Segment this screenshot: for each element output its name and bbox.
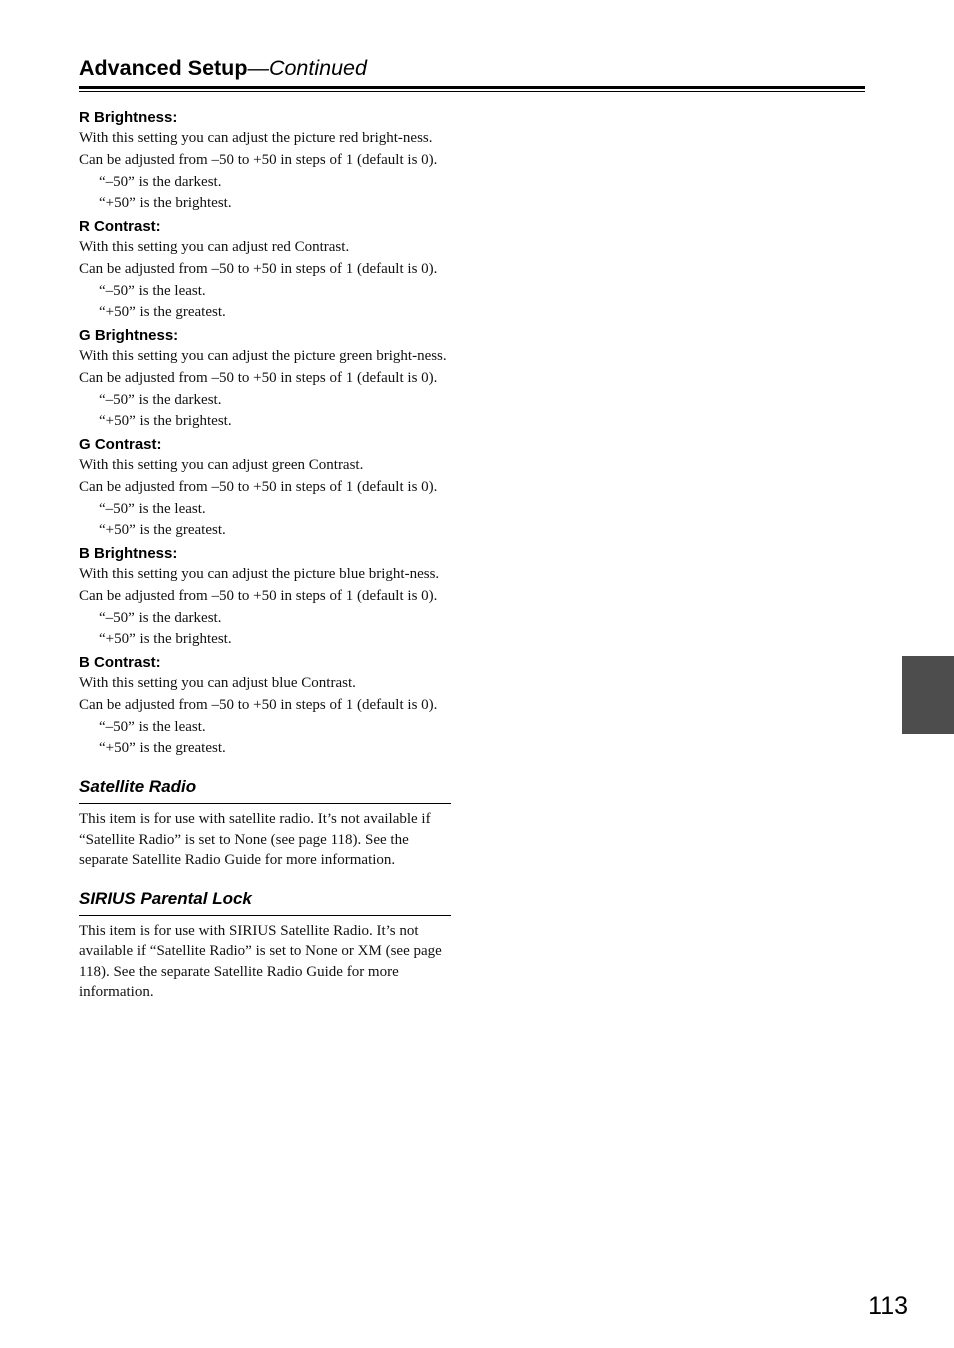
setting-range: Can be adjusted from –50 to +50 in steps of 1 (default is 0). [79,152,438,168]
setting-b-contrast [79,653,451,759]
setting-min-note: “–50” is the darkest. [99,610,222,626]
setting-g-contrast [79,435,451,541]
setting-title: B Contrast: [79,654,161,671]
setting-description: With this setting you can adjust green Contrast. [79,457,364,473]
setting-title: R Brightness: [79,109,178,126]
setting-min-note: “–50” is the least. [99,719,206,735]
setting-max-note: “+50” is the greatest. [99,740,226,756]
section-title: Satellite Radio [79,776,451,804]
section-sirius-parental-lock [79,888,451,1003]
setting-title: R Contrast: [79,218,161,235]
page-number: 113 [868,1292,908,1320]
setting-max-note: “+50” is the brightest. [99,631,232,647]
section-title: SIRIUS Parental Lock [79,888,451,916]
setting-range: Can be adjusted from –50 to +50 in steps of 1 (default is 0). [79,261,438,277]
content-column [79,108,451,1003]
setting-title: G Brightness: [79,327,179,344]
setting-r-contrast [79,217,451,323]
header-rule-thin [79,91,865,92]
side-thumb-tab [902,656,954,734]
setting-description: With this setting you can adjust the picture green bright-ness. [79,348,447,364]
setting-min-note: “–50” is the least. [99,501,206,517]
section-body: This item is for use with SIRIUS Satellite Radio. It’s not available if “Satellite Radio” is set to None or XM (see page 118). See the separate Satellite Radio Guide for more information. [79,922,442,1000]
setting-description: With this setting you can adjust red Contrast. [79,239,350,255]
setting-r-brightness [79,108,451,214]
setting-max-note: “+50” is the brightest. [99,413,232,429]
setting-g-brightness [79,326,451,432]
setting-range: Can be adjusted from –50 to +50 in steps of 1 (default is 0). [79,588,438,604]
setting-description: With this setting you can adjust the picture blue bright-ness. [79,566,440,582]
setting-description: With this setting you can adjust blue Contrast. [79,675,356,691]
setting-title: G Contrast: [79,436,162,453]
page-header [79,56,865,81]
header-continued: —Continued [247,56,367,80]
setting-min-note: “–50” is the least. [99,283,206,299]
setting-range: Can be adjusted from –50 to +50 in steps of 1 (default is 0). [79,479,438,495]
setting-range: Can be adjusted from –50 to +50 in steps of 1 (default is 0). [79,370,438,386]
setting-max-note: “+50” is the greatest. [99,304,226,320]
setting-title: B Brightness: [79,545,178,562]
section-satellite-radio [79,776,451,871]
header-rule-thick [79,86,865,89]
setting-max-note: “+50” is the greatest. [99,522,226,538]
setting-min-note: “–50” is the darkest. [99,392,222,408]
setting-max-note: “+50” is the brightest. [99,195,232,211]
setting-description: With this setting you can adjust the picture red bright-ness. [79,130,433,146]
header-title: Advanced Setup [79,56,248,80]
setting-range: Can be adjusted from –50 to +50 in steps of 1 (default is 0). [79,697,438,713]
section-body: This item is for use with satellite radio. It’s not available if “Satellite Radio” is set to None (see page 118). See the separate Satellite Radio Guide for more information. [79,811,431,868]
setting-min-note: “–50” is the darkest. [99,174,222,190]
setting-b-brightness [79,544,451,650]
